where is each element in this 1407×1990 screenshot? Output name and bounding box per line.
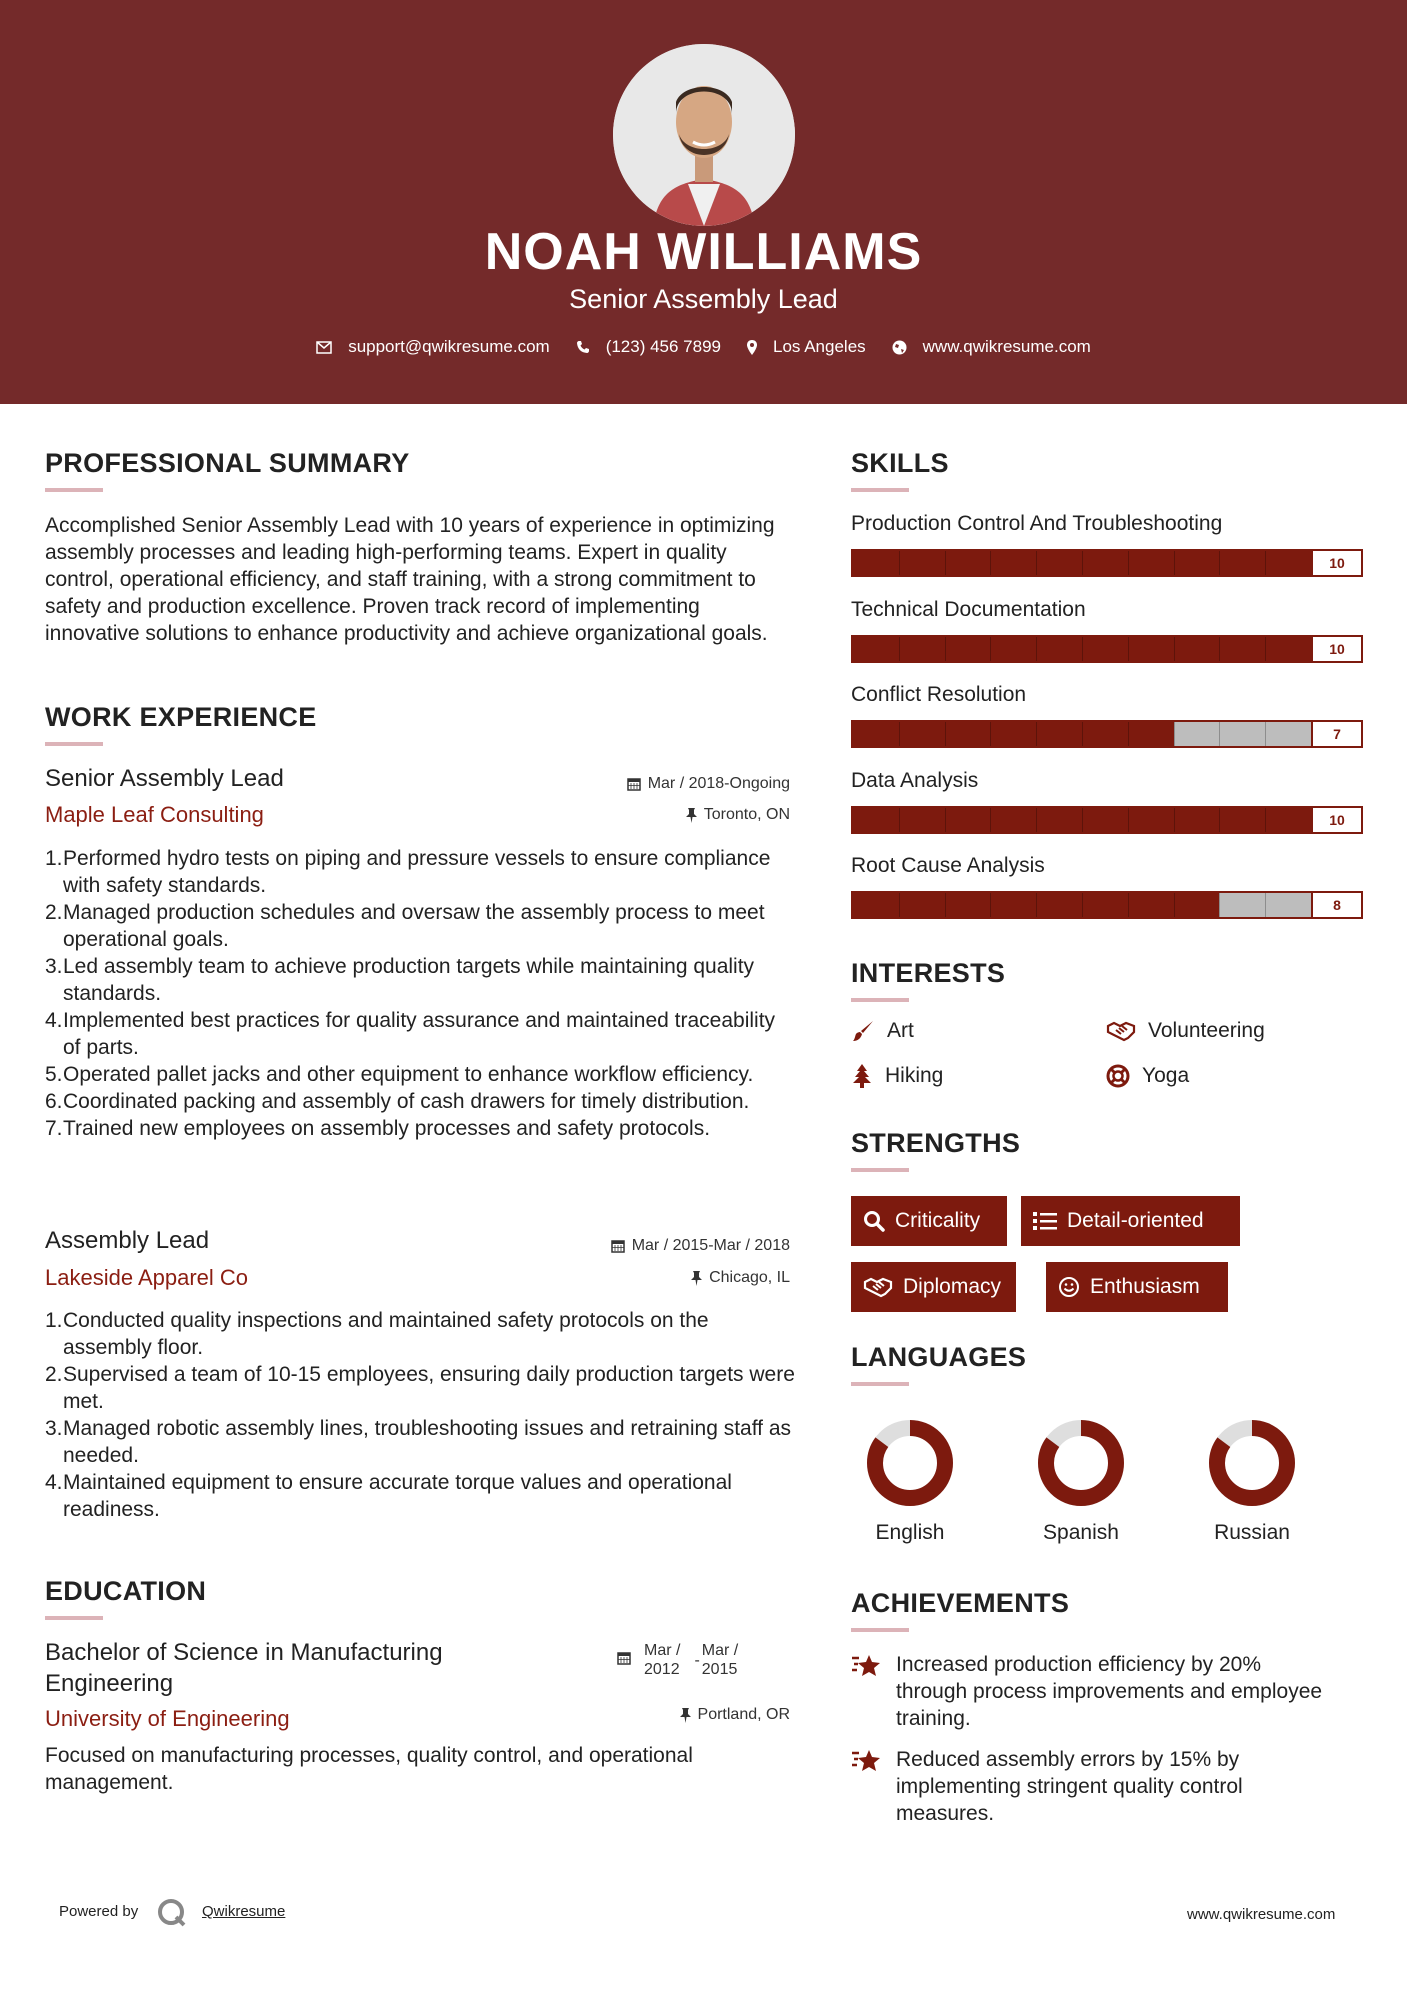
language-donut xyxy=(855,1420,965,1506)
education-heading: EDUCATION xyxy=(45,1576,207,1606)
list-item xyxy=(45,1415,795,1469)
job-responsibilities xyxy=(45,845,795,1142)
language-item xyxy=(1026,1420,1136,1545)
job-dates xyxy=(560,775,790,793)
list-number: 2. xyxy=(45,1363,63,1386)
list-item-text: Trained new employees on assembly processes and safety protocols. xyxy=(63,1117,711,1140)
skill-name: Production Control And Troubleshooting xyxy=(851,512,1223,535)
languages-heading: LANGUAGES xyxy=(851,1342,1027,1372)
skill-bar xyxy=(851,635,1363,663)
qwikresume-link[interactable]: Qwikresume xyxy=(202,1903,286,1920)
skill-bar-divider xyxy=(1036,551,1037,575)
education-location xyxy=(560,1706,790,1724)
strength-label: Detail-oriented xyxy=(1067,1209,1204,1232)
profile-photo xyxy=(613,44,795,226)
handshake-icon xyxy=(1106,1020,1136,1042)
skill-bar xyxy=(851,549,1363,577)
list-item-text: Maintained equipment to ensure accurate torque values and operational readiness. xyxy=(63,1471,732,1521)
skill-bar-divider xyxy=(1082,551,1083,575)
list-item-text: Led assembly team to achieve production targets while maintaining quality standards. xyxy=(63,955,755,1005)
smile-icon xyxy=(1058,1276,1080,1298)
skills-heading: SKILLS xyxy=(851,448,949,478)
handshake-icon xyxy=(863,1276,893,1298)
strength-tag xyxy=(1046,1262,1228,1312)
job-dates xyxy=(560,1237,790,1255)
list-item xyxy=(45,1061,795,1088)
skill-bar-divider xyxy=(1265,808,1266,832)
skill-bar-divider xyxy=(1265,893,1266,917)
paintbrush-icon xyxy=(851,1019,875,1043)
skill-score: 10 xyxy=(1311,637,1361,661)
education-dates xyxy=(617,1641,787,1679)
skill-bar-divider xyxy=(1036,893,1037,917)
list-item-text: Operated pallet jacks and other equipment to enhance workflow efficiency. xyxy=(63,1063,754,1086)
education-location-text: Portland, OR xyxy=(697,1706,790,1723)
job-dates-text: Mar / 2015-Mar / 2018 xyxy=(631,1237,790,1254)
skill-bar-divider xyxy=(1219,722,1220,746)
contact-website[interactable] xyxy=(892,337,1091,357)
contact-phone-text: (123) 456 7899 xyxy=(605,337,722,356)
tree-icon xyxy=(851,1064,873,1088)
skill-bar-divider xyxy=(990,551,991,575)
interest-label: Hiking xyxy=(885,1064,944,1087)
education-end xyxy=(702,1641,738,1679)
language-name: Russian xyxy=(1214,1521,1290,1544)
skill-bar-divider xyxy=(1265,551,1266,575)
list-icon xyxy=(1033,1211,1057,1231)
degree-line: Bachelor of Science in Manufacturing xyxy=(45,1639,443,1666)
skill-bar-divider xyxy=(1082,893,1083,917)
skill-bar-divider xyxy=(1219,637,1220,661)
skill-name: Technical Documentation xyxy=(851,597,1086,621)
experience-heading: WORK EXPERIENCE xyxy=(45,702,317,732)
globe-icon xyxy=(892,340,907,355)
interests-heading: INTERESTS xyxy=(851,958,1006,988)
list-number: 2. xyxy=(45,901,63,924)
education-date-dash: - xyxy=(694,1652,700,1669)
skill-score: 10 xyxy=(1311,808,1361,832)
star-award-icon xyxy=(851,1747,883,1775)
skill-bar-divider xyxy=(899,637,900,661)
languages-heading-rule xyxy=(851,1382,909,1386)
phone-icon xyxy=(576,340,590,354)
contact-email[interactable] xyxy=(316,337,550,357)
resume-header xyxy=(0,0,1407,404)
candidate-title: Senior Assembly Lead xyxy=(569,284,838,314)
list-item-text: Managed production schedules and oversaw the assembly process to meet operational goals. xyxy=(63,901,765,951)
skill-bar-divider xyxy=(1219,808,1220,832)
skill-bar xyxy=(851,806,1363,834)
pushpin-icon xyxy=(680,1708,691,1723)
job-responsibilities xyxy=(45,1307,795,1523)
contact-location-text: Los Angeles xyxy=(773,337,866,356)
skill-name: Conflict Resolution xyxy=(851,683,1027,706)
skill-bar-divider xyxy=(1036,808,1037,832)
skill-bar-divider xyxy=(1128,722,1129,746)
strength-label: Enthusiasm xyxy=(1090,1275,1200,1298)
experience-heading-rule xyxy=(45,742,103,746)
achievement-text: Increased production efficiency by 20% through process improvements and employee training. xyxy=(896,1653,1323,1730)
list-number: 3. xyxy=(45,1417,63,1440)
strengths-heading-rule xyxy=(851,1168,909,1172)
skill-bar-divider xyxy=(899,893,900,917)
skill-bar-divider xyxy=(945,722,946,746)
degree-line: Engineering xyxy=(45,1670,174,1697)
list-item-text: Conducted quality inspections and maintained safety protocols on the assembly floor. xyxy=(63,1309,709,1359)
language-name: English xyxy=(875,1521,945,1544)
interest-label: Yoga xyxy=(1142,1064,1190,1087)
skill-bar-divider xyxy=(1128,637,1129,661)
skill-bar-divider xyxy=(1128,893,1129,917)
contact-email-text: support@qwikresume.com xyxy=(348,337,550,356)
skill-bar-divider xyxy=(1082,637,1083,661)
calendar-icon xyxy=(617,1651,631,1665)
skill-bar xyxy=(851,720,1363,748)
calendar-icon xyxy=(627,777,641,791)
language-item xyxy=(1197,1420,1307,1545)
school-name: University of Engineering xyxy=(45,1706,290,1731)
skill-bar-divider xyxy=(1174,551,1175,575)
pushpin-icon xyxy=(686,808,697,823)
list-number: 4. xyxy=(45,1471,63,1494)
skill-bar-divider xyxy=(1265,637,1266,661)
list-item xyxy=(45,1307,795,1361)
footer-website[interactable]: www.qwikresume.com xyxy=(1187,1906,1336,1923)
list-item xyxy=(45,1007,795,1061)
star-award-icon xyxy=(851,1652,883,1680)
language-name: Spanish xyxy=(1043,1521,1119,1544)
skill-bar-divider xyxy=(899,808,900,832)
job-location xyxy=(560,806,790,824)
education-end-month: Mar / xyxy=(701,1642,739,1659)
interest-label: Art xyxy=(887,1019,914,1042)
skill-bar-divider xyxy=(1036,637,1037,661)
strength-label: Diplomacy xyxy=(903,1275,1002,1298)
degree-title xyxy=(45,1637,443,1699)
skill-bar-divider xyxy=(1174,808,1175,832)
job-location-text: Toronto, ON xyxy=(703,806,790,823)
job-dates-text: Mar / 2018-Ongoing xyxy=(647,775,790,792)
education-heading-rule xyxy=(45,1616,103,1620)
skill-name: Root Cause Analysis xyxy=(851,854,1045,877)
skill-bar-divider xyxy=(1219,893,1220,917)
education-start xyxy=(644,1641,680,1679)
strengths-heading: STRENGTHS xyxy=(851,1128,1021,1158)
education-start-year: 2012 xyxy=(644,1661,680,1678)
list-item xyxy=(45,1361,795,1415)
list-item xyxy=(45,1469,795,1523)
job-title: Assembly Lead xyxy=(45,1227,210,1254)
summary-heading: PROFESSIONAL SUMMARY xyxy=(45,448,410,478)
skill-bar-divider xyxy=(1265,722,1266,746)
pushpin-icon xyxy=(691,1271,702,1286)
strength-label: Criticality xyxy=(895,1209,981,1232)
skills-heading-rule xyxy=(851,488,909,492)
skill-bar-divider xyxy=(945,637,946,661)
skill-bar-divider xyxy=(1219,551,1220,575)
skill-bar-divider xyxy=(1036,722,1037,746)
achievements-heading-rule xyxy=(851,1628,909,1632)
list-item-text: Implemented best practices for quality assurance and maintained traceability of parts. xyxy=(63,1009,776,1059)
qwikresume-logo-icon xyxy=(156,1897,188,1929)
job-title: Senior Assembly Lead xyxy=(45,765,284,792)
calendar-icon xyxy=(611,1239,625,1253)
strength-tag xyxy=(851,1262,1016,1312)
achievement-text: Reduced assembly errors by 15% by implementing stringent quality control measures. xyxy=(896,1748,1243,1825)
list-item xyxy=(45,845,795,899)
skill-bar-divider xyxy=(1128,808,1129,832)
language-donut xyxy=(1197,1420,1307,1506)
job-location-text: Chicago, IL xyxy=(709,1269,790,1286)
lifebuoy-icon xyxy=(1106,1064,1130,1088)
list-number: 6. xyxy=(45,1090,63,1113)
skill-bar-divider xyxy=(990,893,991,917)
strength-tag xyxy=(1021,1196,1240,1246)
contact-phone[interactable] xyxy=(576,337,721,357)
skill-bar-divider xyxy=(899,551,900,575)
list-number: 1. xyxy=(45,847,63,870)
list-item-text: Supervised a team of 10-15 employees, ensuring daily production targets were met. xyxy=(63,1363,795,1413)
interest-label: Volunteering xyxy=(1148,1019,1265,1042)
summary-text: Accomplished Senior Assembly Lead with 10 years of experience in optimizing assembly processes and leading high-performing teams. Expert in quality control, operational efficiency, and staff training, with a strong commitment to safety and production excellence. Proven track record of implementing innovative solutions to enhance productivity and achieve organizational goals. xyxy=(45,514,775,645)
language-donut xyxy=(1026,1420,1136,1506)
skill-bar-divider xyxy=(945,551,946,575)
map-marker-icon xyxy=(747,340,757,355)
interest-hiking xyxy=(851,1064,943,1088)
envelope-icon xyxy=(316,341,332,354)
candidate-name: NOAH WILLIAMS xyxy=(484,223,923,281)
skill-bar-divider xyxy=(899,722,900,746)
list-item xyxy=(45,1115,795,1142)
skill-bar-divider xyxy=(1128,551,1129,575)
skill-score: 10 xyxy=(1311,551,1361,575)
contact-location xyxy=(747,337,866,357)
contact-bar xyxy=(0,337,1407,357)
skill-bar-divider xyxy=(1082,722,1083,746)
list-item xyxy=(45,1088,795,1115)
skill-bar xyxy=(851,891,1363,919)
skill-bar-divider xyxy=(990,808,991,832)
interests-heading-rule xyxy=(851,998,909,1002)
skill-bar-divider xyxy=(1082,808,1083,832)
list-item-text: Managed robotic assembly lines, troubleshooting issues and retraining staff as needed. xyxy=(63,1417,792,1467)
contact-website-text: www.qwikresume.com xyxy=(922,337,1091,356)
skill-bar-divider xyxy=(945,808,946,832)
list-item xyxy=(45,899,795,953)
list-item-text: Performed hydro tests on piping and pressure vessels to ensure compliance with safety standards. xyxy=(63,847,771,897)
company-name: Maple Leaf Consulting xyxy=(45,802,264,827)
strength-tag xyxy=(851,1196,1007,1246)
list-number: 7. xyxy=(45,1117,63,1140)
list-number: 4. xyxy=(45,1009,63,1032)
skill-bar-fill xyxy=(853,722,1174,746)
skill-bar-divider xyxy=(1174,637,1175,661)
search-icon xyxy=(863,1210,885,1232)
list-item xyxy=(45,953,795,1007)
skill-score: 7 xyxy=(1311,722,1361,746)
skill-score: 8 xyxy=(1311,893,1361,917)
list-number: 3. xyxy=(45,955,63,978)
powered-by-label: Powered by xyxy=(59,1903,139,1920)
list-number: 1. xyxy=(45,1309,63,1332)
interest-volunteering xyxy=(1106,1019,1265,1043)
skill-name: Data Analysis xyxy=(851,768,979,792)
skill-bar-divider xyxy=(990,722,991,746)
summary-heading-rule xyxy=(45,488,103,492)
list-item-text: Coordinated packing and assembly of cash drawers for timely distribution. xyxy=(63,1090,750,1113)
skill-bar-divider xyxy=(945,893,946,917)
interest-art xyxy=(851,1019,914,1043)
job-location xyxy=(560,1269,790,1287)
education-description: Focused on manufacturing processes, quality control, and operational management. xyxy=(45,1744,693,1794)
skill-bar-divider xyxy=(1174,893,1175,917)
skill-bar-divider xyxy=(1174,722,1175,746)
achievements-heading: ACHIEVEMENTS xyxy=(851,1588,1070,1618)
skill-bar-divider xyxy=(990,637,991,661)
interest-yoga xyxy=(1106,1064,1189,1088)
language-item xyxy=(855,1420,965,1545)
profile-photo-image xyxy=(613,44,795,226)
education-start-month: Mar / xyxy=(644,1642,681,1659)
education-end-year: 2015 xyxy=(701,1661,738,1678)
company-name: Lakeside Apparel Co xyxy=(45,1265,249,1290)
list-number: 5. xyxy=(45,1063,63,1086)
